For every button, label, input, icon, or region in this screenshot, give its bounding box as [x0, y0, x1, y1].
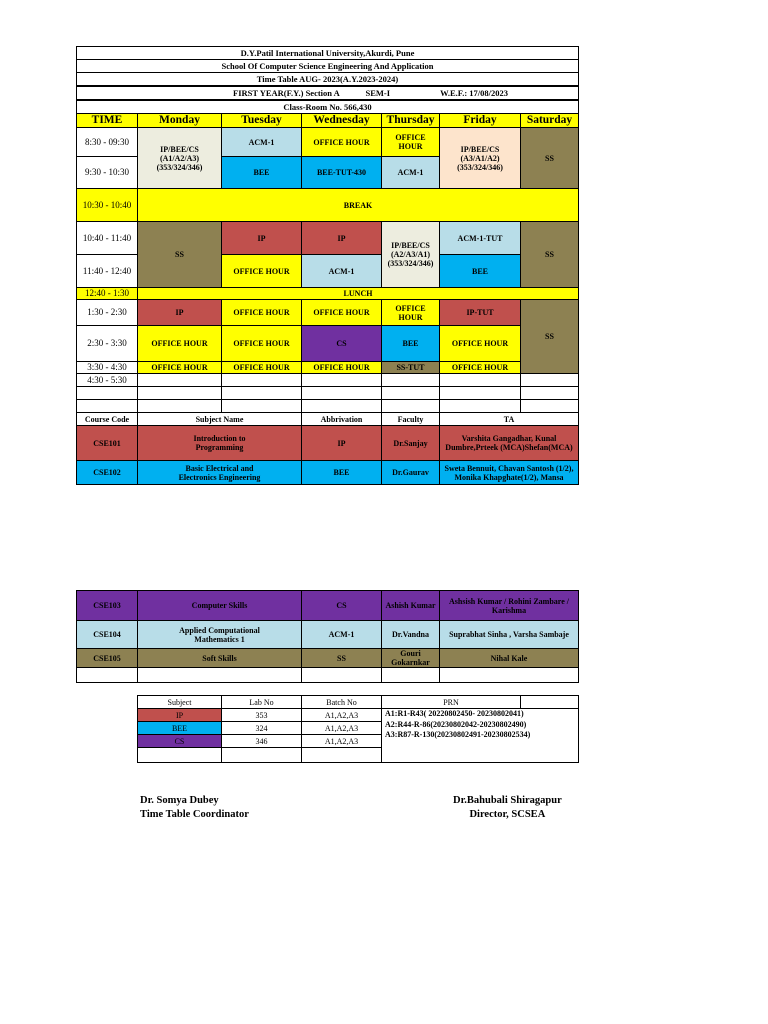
- faculty-name: Ashish Kumar: [382, 591, 440, 621]
- time-slot: 2:30 - 3:30: [77, 326, 138, 362]
- class-cell: ACM-1: [222, 128, 302, 157]
- office-hour-cell: OFFICE HOUR: [138, 362, 222, 374]
- class-cell: SS: [521, 300, 579, 374]
- col-monday: Monday: [138, 114, 222, 128]
- lab-number: 353: [222, 709, 302, 722]
- time-slot: 8:30 - 09:30: [77, 128, 138, 157]
- course-abbreviation: CS: [302, 591, 382, 621]
- empty-cell: [440, 668, 579, 683]
- lab-subject-header: Subject: [138, 696, 222, 709]
- empty-cell: [222, 374, 302, 387]
- time-slot: 11:40 - 12:40: [77, 255, 138, 288]
- course-table: [76, 590, 579, 683]
- class-cell: IP-TUT: [440, 300, 521, 326]
- year-section: FIRST YEAR(F.Y.) Section A: [233, 87, 340, 98]
- subject-name: Applied Computational Mathematics 1: [138, 621, 302, 649]
- coordinator-name: Dr. Somya Dubey: [140, 795, 219, 806]
- office-hour-cell: OFFICE HOUR: [222, 300, 302, 326]
- ta-names: Suprabhat Sinha , Varsha Sambaje: [440, 621, 579, 649]
- lab-cell: IP/BEE/CS (A3/A1/A2) (353/324/346): [440, 128, 521, 189]
- empty-cell: [77, 668, 138, 683]
- empty-cell: [382, 668, 440, 683]
- empty-cell: [302, 387, 382, 400]
- section-line: [77, 86, 579, 100]
- director-title: Director, SCSEA: [469, 809, 546, 820]
- empty-cell: [302, 400, 382, 413]
- class-cell: BEE-TUT-430: [302, 157, 382, 189]
- course-code: CSE101: [77, 426, 138, 461]
- empty-cell: [521, 387, 579, 400]
- prn-ranges: [382, 709, 579, 763]
- course-code: CSE103: [77, 591, 138, 621]
- class-cell: BEE: [222, 157, 302, 189]
- empty-cell: [138, 748, 222, 763]
- office-hour-cell: OFFICE HOUR: [382, 128, 440, 157]
- subject-name: Basic Electrical and Electronics Engineering: [138, 461, 302, 485]
- faculty-header: Faculty: [382, 413, 440, 426]
- course-abbreviation: ACM-1: [302, 621, 382, 649]
- empty-cell: [222, 387, 302, 400]
- prn-header: PRN: [382, 696, 521, 709]
- col-time: TIME: [77, 114, 138, 128]
- time-slot: 9:30 - 10:30: [77, 157, 138, 189]
- office-hour-cell: OFFICE HOUR: [440, 326, 521, 362]
- empty-cell: [440, 374, 521, 387]
- office-hour-cell: OFFICE HOUR: [222, 255, 302, 288]
- timetable: [76, 46, 579, 485]
- office-hour-cell: OFFICE HOUR: [302, 362, 382, 374]
- empty-cell: [521, 374, 579, 387]
- director-name: Dr.Bahubali Shiragapur: [453, 795, 562, 806]
- class-cell: IP: [302, 222, 382, 255]
- prn-range: A1:R1-R43( 20220802450- 20230802041): [385, 709, 524, 718]
- batch-number: A1,A2,A3: [302, 735, 382, 748]
- lab-number-header: Lab No: [222, 696, 302, 709]
- empty-cell: [77, 387, 138, 400]
- wef-date: W.E.F.: 17/08/2023: [440, 87, 509, 98]
- ta-names: Ashsish Kumar / Rohini Zambare / Karishma: [440, 591, 579, 621]
- classroom: Class-Room No. 566,430: [77, 100, 579, 114]
- empty-cell: [382, 400, 440, 413]
- empty-cell: [440, 387, 521, 400]
- batch-number: A1,A2,A3: [302, 722, 382, 735]
- subject-name-header: Subject Name: [138, 413, 302, 426]
- empty-cell: [138, 400, 222, 413]
- col-thursday: Thursday: [382, 114, 440, 128]
- office-hour-cell: OFFICE HOUR: [382, 300, 440, 326]
- university-title: D.Y.Patil International University,Akurdi, Pune: [77, 47, 579, 60]
- lab-cell: IP/BEE/CS (A2/A3/A1) (353/324/346): [382, 222, 440, 288]
- empty-cell: [302, 374, 382, 387]
- subject-name: Introduction to Programming: [138, 426, 302, 461]
- office-hour-cell: OFFICE HOUR: [222, 326, 302, 362]
- time-slot: 10:40 - 11:40: [77, 222, 138, 255]
- subject-name: Soft Skills: [138, 649, 302, 668]
- time-slot: 1:30 - 2:30: [77, 300, 138, 326]
- office-hour-cell: OFFICE HOUR: [440, 362, 521, 374]
- semester: SEM-I: [365, 87, 391, 98]
- time-slot: 12:40 - 1:30: [77, 288, 138, 300]
- batch-number: A1,A2,A3: [302, 709, 382, 722]
- course-abbreviation: BEE: [302, 461, 382, 485]
- lab-number: 324: [222, 722, 302, 735]
- lab-number: 346: [222, 735, 302, 748]
- class-cell: SS-TUT: [382, 362, 440, 374]
- class-cell: IP: [222, 222, 302, 255]
- abbreviation-header: Abbrivation: [302, 413, 382, 426]
- ta-header: TA: [440, 413, 579, 426]
- col-saturday: Saturday: [521, 114, 579, 128]
- col-tuesday: Tuesday: [222, 114, 302, 128]
- course-code: CSE102: [77, 461, 138, 485]
- class-cell: SS: [521, 128, 579, 189]
- lab-subject: CS: [138, 735, 222, 748]
- empty-cell: [440, 400, 521, 413]
- ta-names: Sweta Bennuit, Chavan Santosh (1/2), Monika Khapghate(1/2), Mansa: [440, 461, 579, 485]
- school-title: School Of Computer Science Engineering And Application: [77, 60, 579, 73]
- course-code-header: Course Code: [77, 413, 138, 426]
- class-cell: ACM-1-TUT: [440, 222, 521, 255]
- class-cell: SS: [138, 222, 222, 288]
- director-signature: [453, 794, 562, 822]
- course-code: CSE104: [77, 621, 138, 649]
- lab-subject: IP: [138, 709, 222, 722]
- empty-cell: [138, 668, 302, 683]
- break-cell: BREAK: [138, 189, 579, 222]
- empty-cell: [302, 748, 382, 763]
- subject-name: Computer Skills: [138, 591, 302, 621]
- empty-cell: [521, 696, 579, 709]
- lab-cell: IP/BEE/CS (A1/A2/A3) (353/324/346): [138, 128, 222, 189]
- class-cell: BEE: [382, 326, 440, 362]
- empty-cell: [138, 374, 222, 387]
- faculty-name: Dr.Vandna: [382, 621, 440, 649]
- lab-table: [137, 695, 579, 763]
- coordinator-signature: [140, 794, 249, 822]
- empty-cell: [77, 400, 138, 413]
- empty-cell: [382, 374, 440, 387]
- course-sheet-continued: [76, 590, 578, 683]
- faculty-name: Gouri Gokarnkar: [382, 649, 440, 668]
- office-hour-cell: OFFICE HOUR: [302, 128, 382, 157]
- class-cell: IP: [138, 300, 222, 326]
- ta-names: Nihal Kale: [440, 649, 579, 668]
- course-abbreviation: IP: [302, 426, 382, 461]
- col-friday: Friday: [440, 114, 521, 128]
- office-hour-cell: OFFICE HOUR: [222, 362, 302, 374]
- class-cell: ACM-1: [302, 255, 382, 288]
- empty-cell: [222, 400, 302, 413]
- class-cell: ACM-1: [382, 157, 440, 189]
- time-slot: 4:30 - 5:30: [77, 374, 138, 387]
- class-cell: CS: [302, 326, 382, 362]
- col-wednesday: Wednesday: [302, 114, 382, 128]
- ta-names: Varshita Gangadhar, Kunal Dumbre,Prteek (MCA)Shefan(MCA): [440, 426, 579, 461]
- class-cell: SS: [521, 222, 579, 288]
- empty-cell: [222, 748, 302, 763]
- faculty-name: Dr.Gaurav: [382, 461, 440, 485]
- faculty-name: Dr.Sanjay: [382, 426, 440, 461]
- lunch-cell: LUNCH: [138, 288, 579, 300]
- lab-allocation: [137, 695, 578, 763]
- lab-subject: BEE: [138, 722, 222, 735]
- empty-cell: [138, 387, 222, 400]
- prn-range: A2:R44-R-86(20230802042-20230802490): [385, 719, 527, 729]
- office-hour-cell: OFFICE HOUR: [138, 326, 222, 362]
- timetable-title: Time Table AUG- 2023(A.Y.2023-2024): [77, 73, 579, 87]
- coordinator-title: Time Table Coordinator: [140, 809, 249, 820]
- empty-cell: [382, 387, 440, 400]
- course-abbreviation: SS: [302, 649, 382, 668]
- timetable-sheet: [76, 46, 578, 485]
- class-cell: BEE: [440, 255, 521, 288]
- course-code: CSE105: [77, 649, 138, 668]
- time-slot: 10:30 - 10:40: [77, 189, 138, 222]
- time-slot: 3:30 - 4:30: [77, 362, 138, 374]
- office-hour-cell: OFFICE HOUR: [302, 300, 382, 326]
- empty-cell: [302, 668, 382, 683]
- prn-range: A3:R87-R-130(20230802491-20230802534): [385, 730, 531, 739]
- empty-cell: [521, 400, 579, 413]
- batch-number-header: Batch No: [302, 696, 382, 709]
